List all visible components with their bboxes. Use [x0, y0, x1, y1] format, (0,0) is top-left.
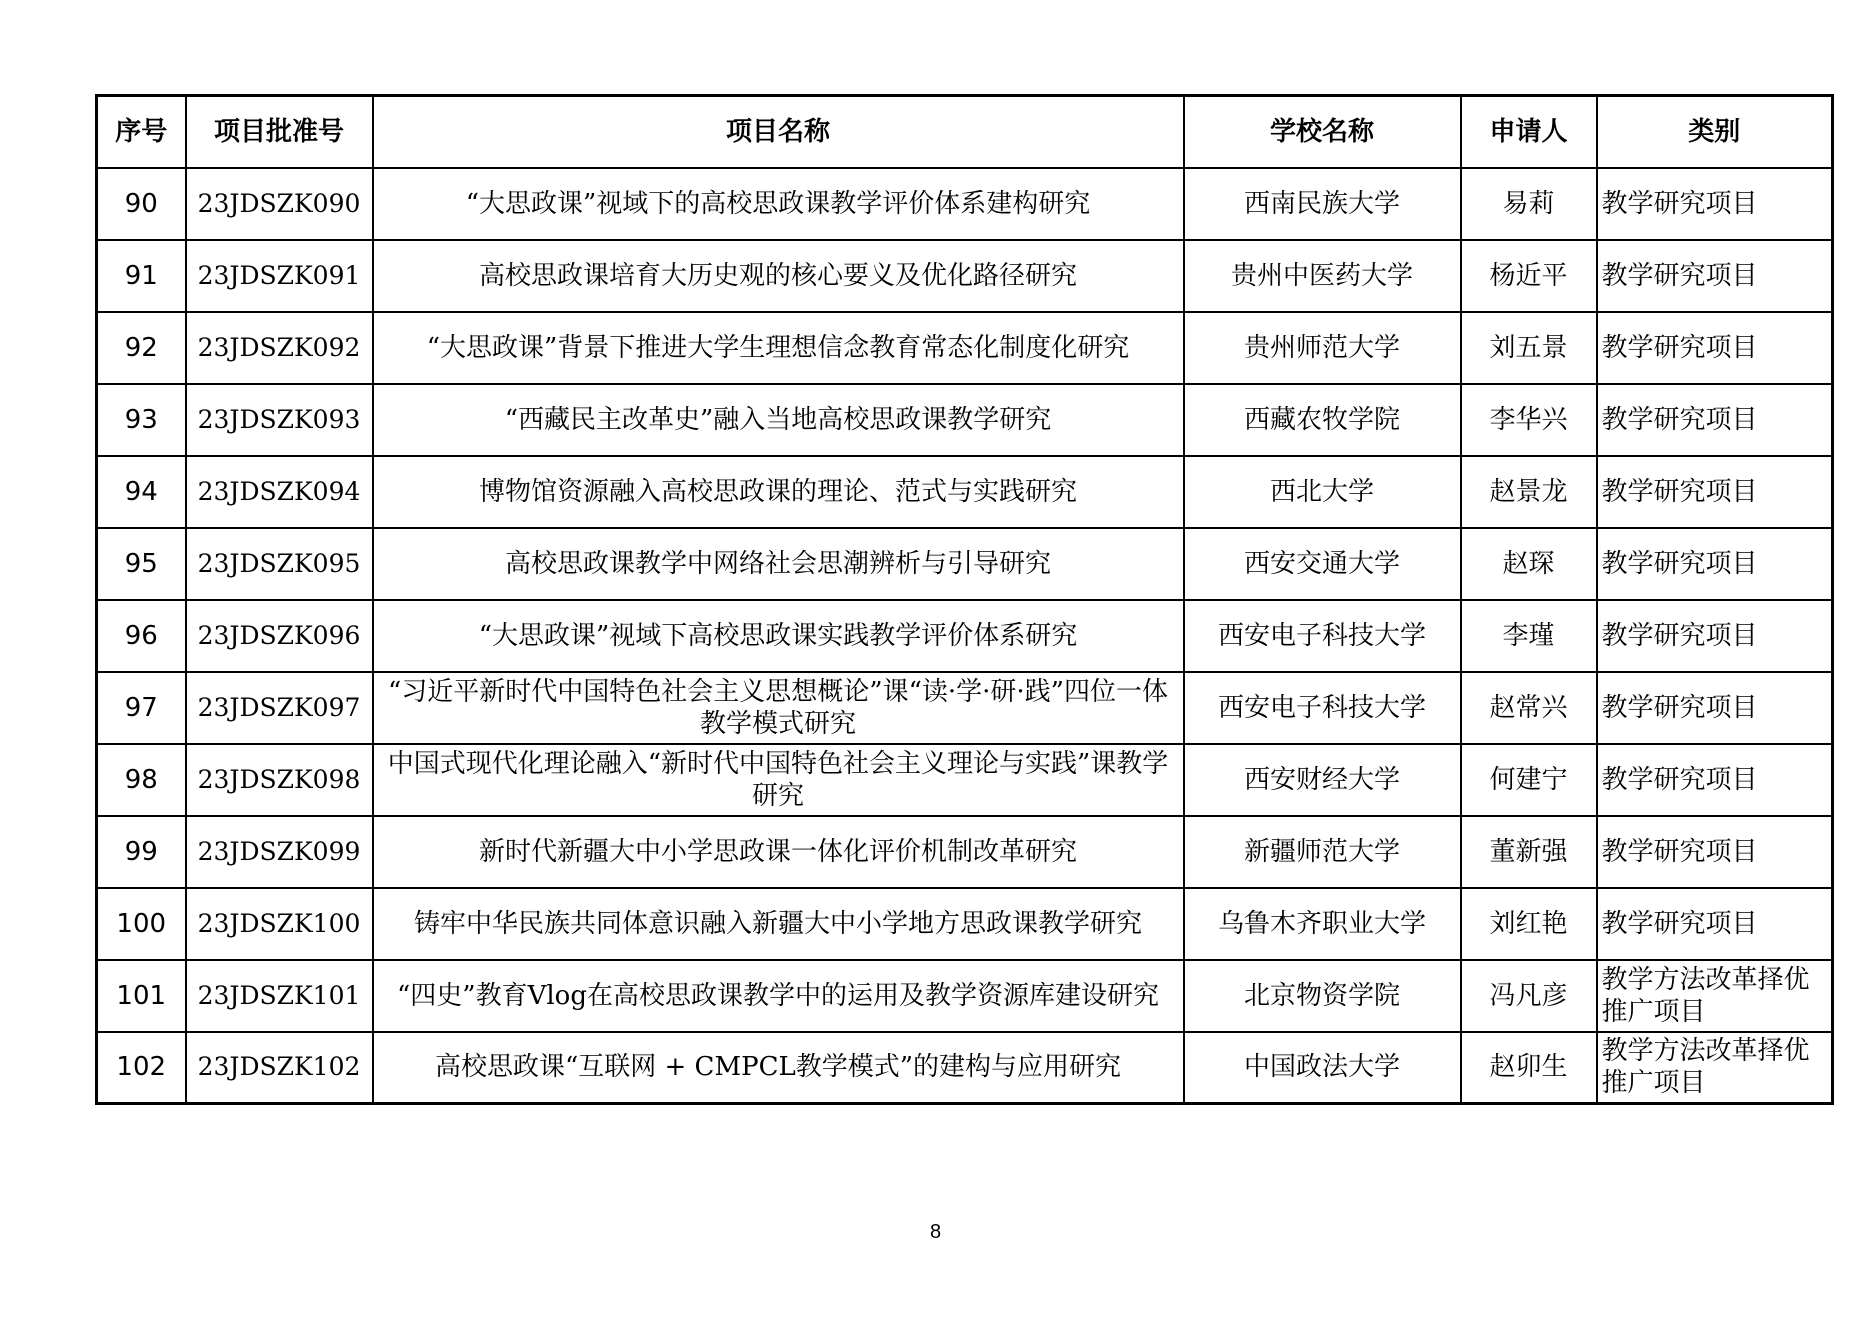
cell-seq: 90	[97, 168, 186, 240]
cell-school: 贵州中医药大学	[1184, 240, 1461, 312]
table-row	[97, 312, 1833, 384]
cell-school: 新疆师范大学	[1184, 816, 1461, 888]
cell-name: 高校思政课“互联网 + CMPCL教学模式”的建构与应用研究	[373, 1032, 1184, 1104]
cell-name: “大思政课”视域下高校思政课实践教学评价体系研究	[373, 600, 1184, 672]
cell-code: 23JDSZK093	[186, 384, 373, 456]
cell-applicant: 董新强	[1461, 816, 1597, 888]
cell-category: 教学研究项目	[1597, 816, 1833, 888]
table-row	[97, 672, 1833, 744]
table-row	[97, 888, 1833, 960]
cell-applicant: 刘五景	[1461, 312, 1597, 384]
cell-name: “习近平新时代中国特色社会主义思想概论”课“读·学·研·践”四位一体教学模式研究	[373, 672, 1184, 744]
cell-category: 教学研究项目	[1597, 240, 1833, 312]
cell-name: “四史”教育Vlog在高校思政课教学中的运用及教学资源库建设研究	[373, 960, 1184, 1032]
cell-code: 23JDSZK094	[186, 456, 373, 528]
cell-name: 中国式现代化理论融入“新时代中国特色社会主义理论与实践”课教学研究	[373, 744, 1184, 816]
cell-seq: 91	[97, 240, 186, 312]
cell-seq: 92	[97, 312, 186, 384]
page-number: 8	[929, 1221, 942, 1243]
cell-category: 教学研究项目	[1597, 384, 1833, 456]
cell-seq: 97	[97, 672, 186, 744]
table-row	[97, 744, 1833, 816]
header-seq: 序号	[97, 96, 186, 168]
cell-school: 西藏农牧学院	[1184, 384, 1461, 456]
cell-seq: 102	[97, 1032, 186, 1104]
cell-name: 高校思政课教学中网络社会思潮辨析与引导研究	[373, 528, 1184, 600]
table-row	[97, 384, 1833, 456]
cell-name: “大思政课”视域下的高校思政课教学评价体系建构研究	[373, 168, 1184, 240]
cell-code: 23JDSZK101	[186, 960, 373, 1032]
cell-category: 教学方法改革择优推广项目	[1597, 1032, 1833, 1104]
cell-category: 教学研究项目	[1597, 456, 1833, 528]
cell-name: 博物馆资源融入高校思政课的理论、范式与实践研究	[373, 456, 1184, 528]
cell-category: 教学研究项目	[1597, 600, 1833, 672]
cell-seq: 94	[97, 456, 186, 528]
cell-code: 23JDSZK090	[186, 168, 373, 240]
cell-applicant: 李瑾	[1461, 600, 1597, 672]
cell-seq: 98	[97, 744, 186, 816]
cell-school: 西南民族大学	[1184, 168, 1461, 240]
table-row	[97, 168, 1833, 240]
cell-seq: 100	[97, 888, 186, 960]
header-applicant: 申请人	[1461, 96, 1597, 168]
cell-school: 西安交通大学	[1184, 528, 1461, 600]
cell-applicant: 赵琛	[1461, 528, 1597, 600]
cell-school: 西安电子科技大学	[1184, 672, 1461, 744]
cell-category: 教学研究项目	[1597, 528, 1833, 600]
cell-category: 教学研究项目	[1597, 312, 1833, 384]
table-row	[97, 240, 1833, 312]
table-row	[97, 1032, 1833, 1104]
cell-applicant: 易莉	[1461, 168, 1597, 240]
cell-name: “西藏民主改革史”融入当地高校思政课教学研究	[373, 384, 1184, 456]
cell-category: 教学研究项目	[1597, 168, 1833, 240]
cell-seq: 101	[97, 960, 186, 1032]
cell-applicant: 李华兴	[1461, 384, 1597, 456]
cell-code: 23JDSZK095	[186, 528, 373, 600]
cell-applicant: 刘红艳	[1461, 888, 1597, 960]
cell-category: 教学研究项目	[1597, 888, 1833, 960]
cell-school: 北京物资学院	[1184, 960, 1461, 1032]
cell-name: “大思政课”背景下推进大学生理想信念教育常态化制度化研究	[373, 312, 1184, 384]
table-header-row	[97, 96, 1833, 168]
cell-seq: 95	[97, 528, 186, 600]
cell-code: 23JDSZK100	[186, 888, 373, 960]
cell-name: 铸牢中华民族共同体意识融入新疆大中小学地方思政课教学研究	[373, 888, 1184, 960]
cell-code: 23JDSZK099	[186, 816, 373, 888]
cell-category: 教学研究项目	[1597, 672, 1833, 744]
project-table	[95, 94, 1834, 1105]
cell-school: 西安财经大学	[1184, 744, 1461, 816]
cell-name: 新时代新疆大中小学思政课一体化评价机制改革研究	[373, 816, 1184, 888]
cell-applicant: 何建宁	[1461, 744, 1597, 816]
cell-code: 23JDSZK096	[186, 600, 373, 672]
cell-code: 23JDSZK098	[186, 744, 373, 816]
table-row	[97, 816, 1833, 888]
cell-applicant: 冯凡彦	[1461, 960, 1597, 1032]
cell-applicant: 赵景龙	[1461, 456, 1597, 528]
cell-school: 贵州师范大学	[1184, 312, 1461, 384]
cell-category: 教学研究项目	[1597, 744, 1833, 816]
cell-seq: 93	[97, 384, 186, 456]
header-school: 学校名称	[1184, 96, 1461, 168]
cell-applicant: 赵常兴	[1461, 672, 1597, 744]
header-name: 项目名称	[373, 96, 1184, 168]
cell-school: 中国政法大学	[1184, 1032, 1461, 1104]
cell-seq: 96	[97, 600, 186, 672]
cell-seq: 99	[97, 816, 186, 888]
header-category: 类别	[1597, 96, 1833, 168]
cell-code: 23JDSZK102	[186, 1032, 373, 1104]
cell-category: 教学方法改革择优推广项目	[1597, 960, 1833, 1032]
cell-school: 西北大学	[1184, 456, 1461, 528]
cell-code: 23JDSZK097	[186, 672, 373, 744]
cell-applicant: 杨近平	[1461, 240, 1597, 312]
cell-name: 高校思政课培育大历史观的核心要义及优化路径研究	[373, 240, 1184, 312]
table-row	[97, 456, 1833, 528]
cell-applicant: 赵卯生	[1461, 1032, 1597, 1104]
table-row	[97, 960, 1833, 1032]
cell-code: 23JDSZK092	[186, 312, 373, 384]
table-row	[97, 528, 1833, 600]
cell-school: 西安电子科技大学	[1184, 600, 1461, 672]
cell-code: 23JDSZK091	[186, 240, 373, 312]
header-code: 项目批准号	[186, 96, 373, 168]
cell-school: 乌鲁木齐职业大学	[1184, 888, 1461, 960]
table-row	[97, 600, 1833, 672]
